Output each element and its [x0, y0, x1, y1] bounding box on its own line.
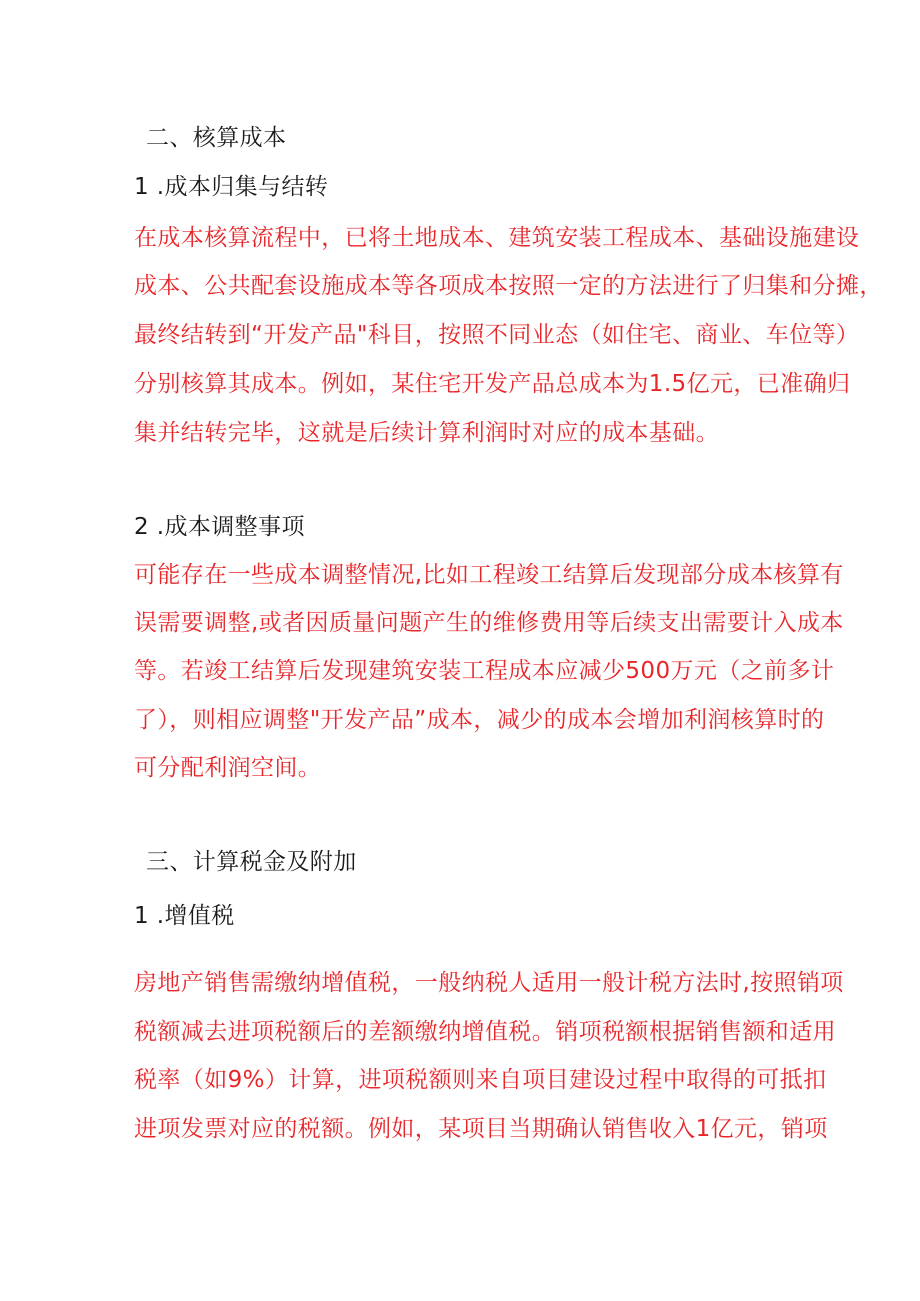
paragraph-line: 可能存在一些成本调整情况,比如工程竣工结算后发现部分成本核算有 [134, 562, 844, 588]
paragraph-line: 分别核算其成本。例如，某住宅开发产品总成本为1.5亿元，已准确归 [134, 371, 851, 397]
paragraph-line: 误需要调整,或者因质量问题产生的维修费用等后续支出需要计入成本 [134, 610, 844, 636]
subsection-heading-3-1: 1 .增值税 [134, 903, 235, 929]
paragraph-line: 集并结转完毕，这就是后续计算利润时对应的成本基础。 [134, 420, 719, 446]
paragraph-line: 在成本核算流程中，已将土地成本、建筑安装工程成本、基础设施建设 [134, 225, 860, 251]
subsection-heading-2-1: 1 .成本归集与结转 [134, 174, 329, 200]
paragraph-line: 了），则相应调整"开发产品”成本，减少的成本会增加利润核算时的 [134, 707, 825, 733]
section-heading-3: 三、计算税金及附加 [146, 849, 357, 875]
section-heading-2: 二、核算成本 [146, 125, 287, 151]
subsection-heading-2-2: 2 .成本调整事项 [134, 514, 305, 540]
paragraph-line: 最终结转到“开发产品"科目，按照不同业态（如住宅、商业、车位等） [134, 322, 860, 348]
paragraph-line: 进项发票对应的税额。例如，某项目当期确认销售收入1亿元，销项 [134, 1116, 828, 1142]
paragraph-line: 房地产销售需缴纳增值税，一般纳税人适用一般计税方法时,按照销项 [134, 970, 844, 996]
paragraph-line: 成本、公共配套设施成本等各项成本按照一定的方法进行了归集和分摊， [134, 273, 883, 299]
paragraph-line: 税额减去进项税额后的差额缴纳增值税。销项税额根据销售额和适用 [134, 1019, 836, 1045]
paragraph-line: 可分配利润空间。 [134, 755, 322, 781]
paragraph-line: 税率（如9%）计算，进项税额则来自项目建设过程中取得的可抵扣 [134, 1067, 827, 1093]
paragraph-line: 等。若竣工结算后发现建筑安装工程成本应减少500万元（之前多计 [134, 658, 835, 684]
